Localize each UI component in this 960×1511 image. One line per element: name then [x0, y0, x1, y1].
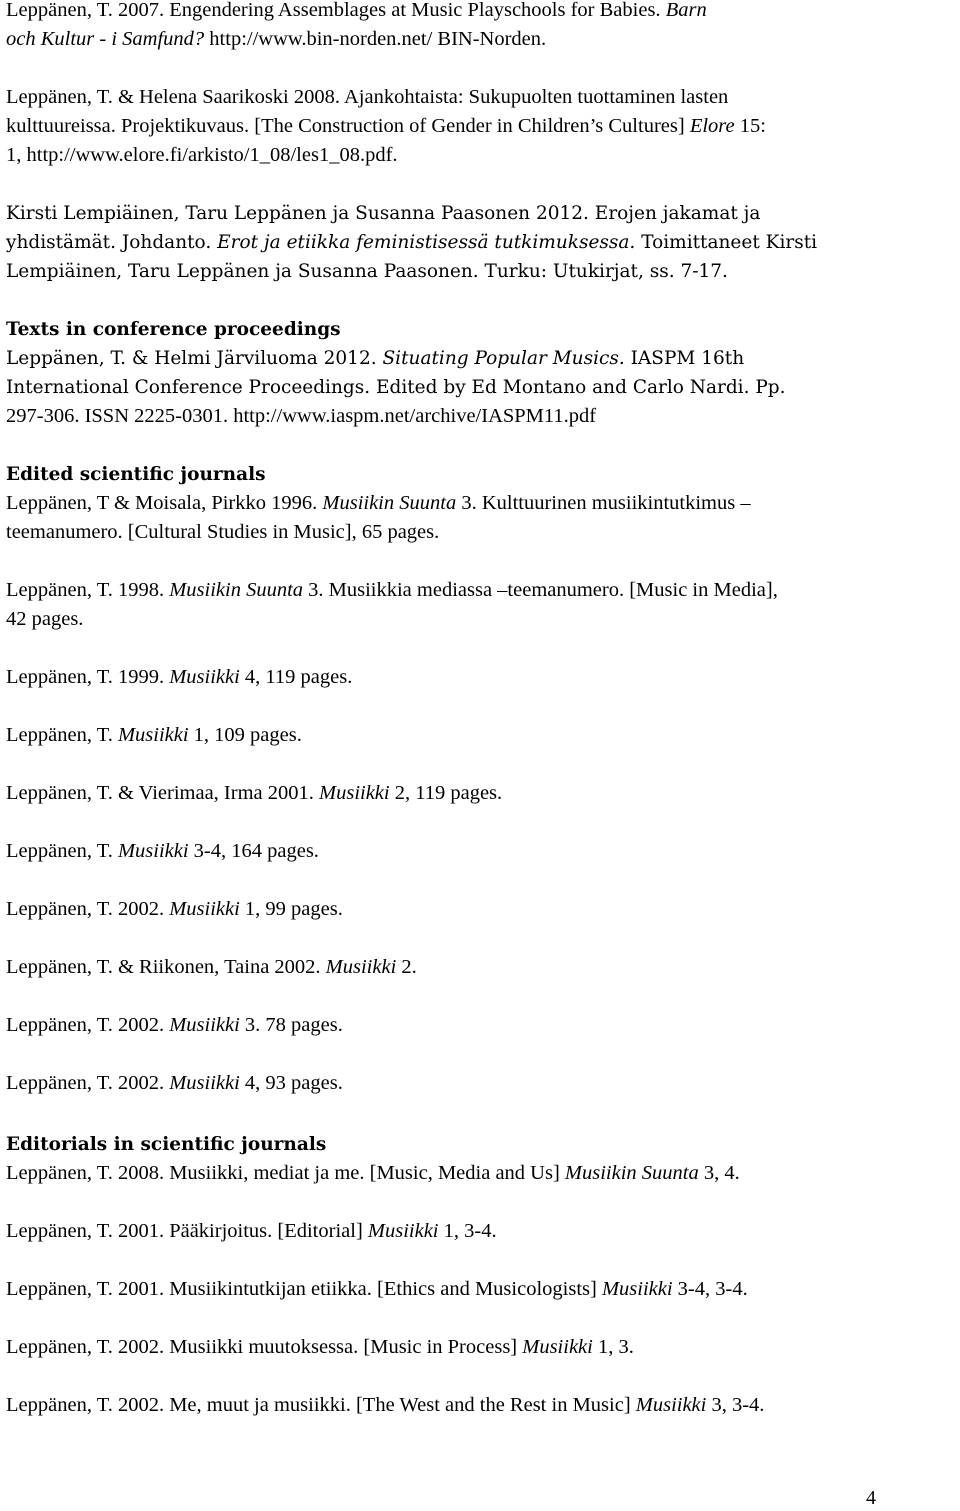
entry-edited-2002-2	[6, 953, 417, 982]
entry-lempiainen-2012-cont	[6, 228, 817, 257]
entry-italic: Barn	[665, 0, 707, 21]
entry-text: 2.	[401, 956, 417, 978]
entry-text: IASPM 16th	[630, 348, 745, 369]
entry-text: Leppänen, T. 2007. Engendering Assemblages at Music Playschools for Babies.	[6, 0, 661, 21]
entry-italic: Musiikki	[169, 898, 240, 920]
entry-text: Leppänen, T.	[6, 724, 113, 746]
entry-lempiainen-2012	[6, 199, 760, 228]
entry-text: 4, 119 pages.	[244, 666, 353, 688]
entry-text: 42 pages.	[6, 608, 84, 630]
entry-edited-1996	[6, 489, 751, 518]
entry-text: Kirsti Lempiäinen, Taru Leppänen ja Susanna Paasonen 2012. Erojen jakamat ja	[6, 203, 761, 224]
entry-editorial-2002-a	[6, 1333, 634, 1362]
entry-leppanen-saarikoski-2008-cont	[6, 112, 766, 141]
entry-text: Leppänen, T. 2002. Musiikki muutoksessa. [Music in Process]	[6, 1336, 518, 1358]
entry-italic: Musiikki	[367, 1220, 439, 1242]
entry-italic: Musiikki	[522, 1336, 593, 1358]
entry-text: Leppänen, T & Moisala, Pirkko 1996.	[6, 492, 318, 514]
entry-text: 3. Kulttuurinen musiikintutkimus –	[461, 492, 751, 514]
entry-edited-musiikki-3-4	[6, 837, 319, 866]
entry-leppanen-2007	[6, 0, 707, 25]
entry-leppanen-jarviluoma-2012-cont	[6, 373, 786, 402]
entry-text: Lempiäinen, Taru Leppänen ja Susanna Paasonen. Turku: Utukirjat, ss. 7-17.	[6, 261, 728, 282]
entry-lempiainen-2012-end	[6, 257, 728, 286]
entry-text: 3, 3-4.	[711, 1394, 765, 1416]
entry-text: Leppänen, T. 2002. Me, muut ja musiikki. [The West and the Rest in Music]	[6, 1394, 631, 1416]
entry-italic: Musiikki	[169, 666, 240, 688]
entry-text: 2, 119 pages.	[394, 782, 503, 804]
entry-text: Leppänen, T. 2002.	[6, 1072, 165, 1094]
entry-italic: Musiikki	[635, 1394, 707, 1416]
entry-edited-1998	[6, 576, 778, 605]
entry-text: 15:	[739, 115, 766, 137]
entry-edited-1999	[6, 663, 352, 692]
entry-text: 297-306. ISSN 2225-0301. http://www.iaspm.net/archive/IASPM11.pdf	[6, 405, 597, 427]
entry-text: 1, 3-4.	[443, 1220, 497, 1242]
entry-leppanen-jarviluoma-2012	[6, 344, 744, 373]
entry-text: yhdistämät. Johdanto.	[6, 232, 212, 253]
entry-italic: Erot ja etiikka feministisessä tutkimuksessa.	[217, 232, 636, 253]
entry-text: Leppänen, T. 2002.	[6, 898, 165, 920]
entry-editorial-2002-b	[6, 1391, 764, 1420]
entry-text: 3, 4.	[703, 1162, 740, 1184]
entry-text: teemanumero. [Cultural Studies in Music], 65 pages.	[6, 521, 440, 543]
entry-text: Leppänen, T.	[6, 840, 113, 862]
page-number: 4	[866, 1487, 876, 1509]
entry-text: 3. 78 pages.	[244, 1014, 343, 1036]
entry-leppanen-saarikoski-2008	[6, 83, 728, 112]
entry-italic: Musiikki	[169, 1072, 240, 1094]
entry-leppanen-saarikoski-2008-url	[6, 141, 398, 170]
entry-italic: Elore	[689, 115, 735, 137]
entry-text: 3-4, 164 pages.	[193, 840, 319, 862]
entry-italic: Musiikki	[319, 782, 390, 804]
entry-text: 3. Musiikkia mediassa –teemanumero. [Music in Media],	[308, 579, 778, 601]
entry-text: Leppänen, T. 2002.	[6, 1014, 165, 1036]
entry-editorial-2001-b	[6, 1275, 748, 1304]
entry-text: 4, 93 pages.	[244, 1072, 343, 1094]
entry-text: http://www.bin-norden.net/ BIN-Norden.	[209, 28, 547, 50]
entry-text: Leppänen, T. & Riikonen, Taina 2002.	[6, 956, 321, 978]
entry-editorial-2008	[6, 1159, 740, 1188]
entry-edited-2002-3	[6, 1011, 343, 1040]
entry-edited-2002-4	[6, 1069, 343, 1098]
entry-leppanen-2007-cont	[6, 25, 546, 54]
entry-text: Leppänen, T. & Helmi Järviluoma 2012.	[6, 348, 377, 369]
section-heading-editorials: Editorials in scientific journals	[6, 1134, 327, 1155]
entry-italic: Situating Popular Musics.	[382, 348, 625, 369]
entry-text: kulttuureissa. Projektikuvaus. [The Construction of Gender in Children’s Cultures]	[6, 115, 685, 137]
entry-editorial-2001-a	[6, 1217, 497, 1246]
entry-italic: Musiikki	[117, 840, 189, 862]
entry-italic: Musiikki	[601, 1278, 673, 1300]
entry-text: Leppänen, T. 2001. Pääkirjoitus. [Editorial]	[6, 1220, 363, 1242]
section-heading-conference: Texts in conference proceedings	[6, 319, 341, 340]
entry-text: 3-4, 3-4.	[677, 1278, 748, 1300]
entry-text: International Conference Proceedings. Edited by Ed Montano and Carlo Nardi. Pp.	[6, 377, 786, 398]
entry-italic: Musiikin Suunta	[169, 579, 304, 601]
entry-text: Leppänen, T. 2001. Musiikintutkijan etiikka. [Ethics and Musicologists]	[6, 1278, 597, 1300]
entry-text: 1, 3.	[597, 1336, 634, 1358]
entry-leppanen-jarviluoma-2012-end	[6, 402, 596, 431]
entry-edited-2001	[6, 779, 502, 808]
entry-italic: Musiikin Suunta	[322, 492, 457, 514]
entry-italic: Musiikki	[169, 1014, 240, 1036]
entry-text: 1, 99 pages.	[244, 898, 343, 920]
entry-text: 1, http://www.elore.fi/arkisto/1_08/les1_08.pdf.	[6, 144, 398, 166]
entry-text: Leppänen, T. 2008. Musiikki, mediat ja me. [Music, Media and Us]	[6, 1162, 560, 1184]
entry-italic: Musiikki	[117, 724, 189, 746]
section-heading-edited: Edited scientific journals	[6, 464, 266, 485]
entry-italic: Musiikin Suunta	[564, 1162, 699, 1184]
entry-text: Leppänen, T. & Vierimaa, Irma 2001.	[6, 782, 314, 804]
entry-edited-1996-cont	[6, 518, 439, 547]
entry-italic: och Kultur - i Samfund?	[6, 28, 205, 50]
entry-text: Leppänen, T. & Helena Saarikoski 2008. Ajankohtaista: Sukupuolten tuottaminen lasten	[6, 86, 729, 108]
entry-text: Leppänen, T. 1998.	[6, 579, 165, 601]
entry-edited-1998-cont	[6, 605, 83, 634]
entry-text: Toimittaneet Kirsti	[641, 232, 818, 253]
entry-text: 1, 109 pages.	[193, 724, 302, 746]
entry-italic: Musiikki	[325, 956, 397, 978]
entry-edited-musiikki-1	[6, 721, 302, 750]
entry-edited-2002-1	[6, 895, 343, 924]
entry-text: Leppänen, T. 1999.	[6, 666, 165, 688]
